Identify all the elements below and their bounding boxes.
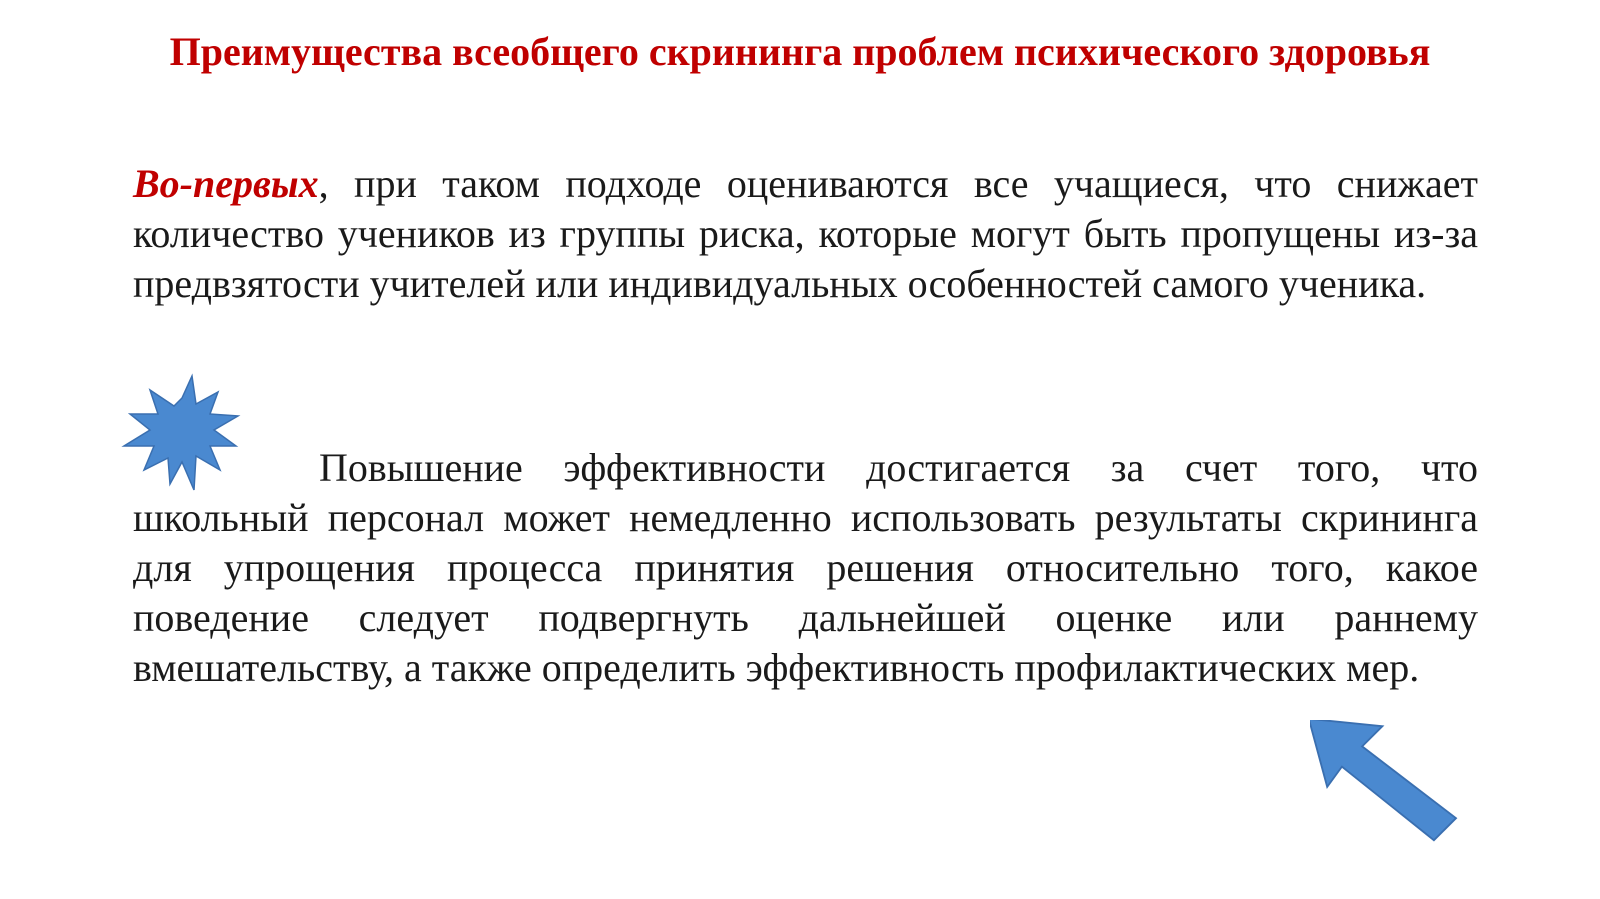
paragraph-first: [133, 159, 1478, 309]
arrow-shape: [1310, 720, 1456, 840]
arrow-up-left-icon: [1310, 720, 1460, 850]
paragraph-lead: Во-первых: [133, 161, 319, 206]
slide-title: Преимущества всеобщего скрининга проблем психического здоровья: [169, 29, 1431, 74]
paragraph-first-text: , при таком подходе оцениваются все учащиеся, что снижает количество учеников из группы риска, которые могут быть пропущены из-за предвзятости учителей или индивидуальных особенностей самого ученика.: [133, 161, 1478, 306]
paragraph-second: Повышение эффективности достигается за счет того, что школьный персонал может немедленно использовать результаты скрининга для упрощения процесса принятия решения относительно того, какое поведение следует подвергнуть дальнейшей оценке или раннему вмешательству, а также определить эффективность профилактических мер.: [133, 445, 1478, 690]
